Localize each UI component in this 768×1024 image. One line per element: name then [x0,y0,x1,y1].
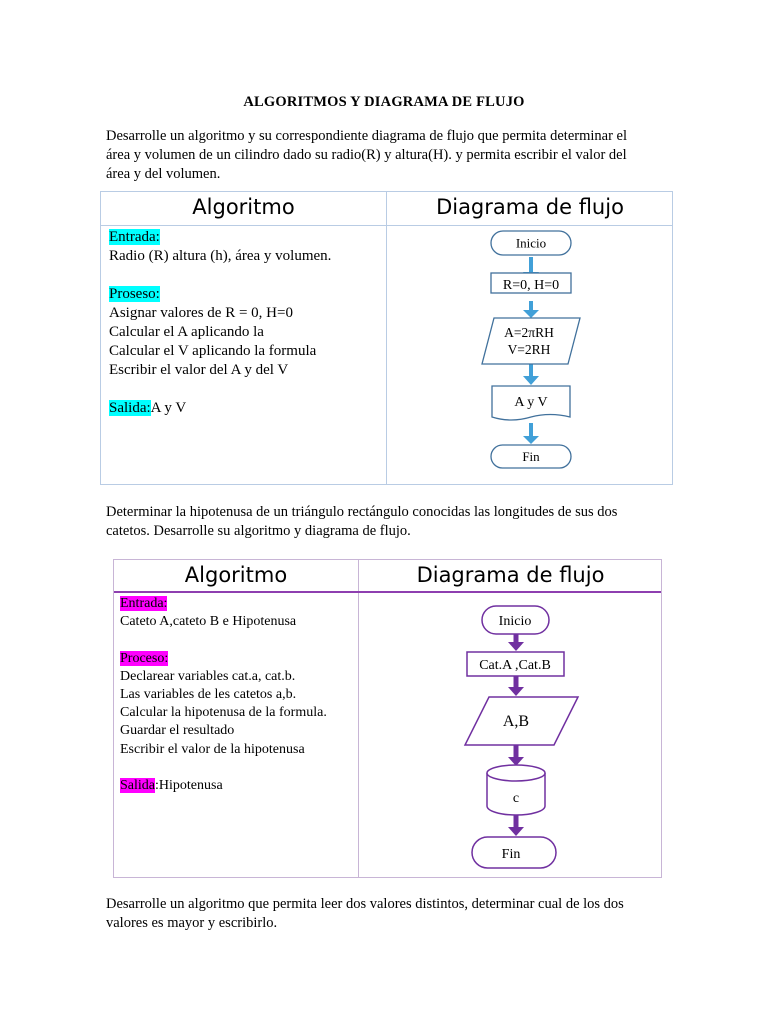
intro-line: catetos. Desarrolle su algoritmo y diagrama de flujo. [106,523,411,539]
intro-line: área y del volumen. [106,166,221,182]
intro-line: Desarrolle un algoritmo y su correspondiente diagrama de flujo que permita determinar el [106,128,628,144]
proceso-line: Calcular el A aplicando la [109,324,264,340]
algorithm-table-1 [100,191,673,485]
proceso-label: Proseso: [109,286,160,302]
page-title: ALGORITMOS Y DIAGRAMA DE FLUJO [243,94,525,110]
salida-label: Salida [120,778,155,793]
salida-text: :Hipotenusa [155,778,223,793]
intro-paragraph-3 [106,895,676,933]
entrada-text: Radio (R) altura (h), área y volumen. [109,248,332,264]
arrow-head [508,827,524,836]
end-label: Fin [522,449,540,464]
flowchart-2 [359,593,662,877]
end-label: Fin [501,847,521,862]
proceso-line: Calcular el V aplicando la formula [109,343,317,359]
calc-line-2: V=2RH [507,342,551,357]
salida-text: A y V [150,400,187,416]
proceso-line: Calcular la hipotenusa de la formula. [120,705,327,721]
data-label: A,B [502,713,530,730]
intro-line: Determinar la hipotenusa de un triángulo rectángulo conocidas las longitudes de sus dos [106,504,618,520]
arrow-head [508,687,524,696]
output-label: A y V [514,395,548,410]
header-algoritmo: Algoritmo [192,195,295,219]
entrada-text: Cateto A,cateto B e Hipotenusa [120,614,297,630]
proceso-line: Declarear variables cat.a, cat.b. [120,668,296,684]
input-label: Cat.A ,Cat.B [479,658,551,673]
intro-paragraph-2 [106,503,676,541]
flowchart-1 [387,226,673,484]
arrow-head [508,642,524,651]
proceso-label: Proceso: [120,650,169,666]
header-diagrama: Diagrama de flujo [416,563,605,587]
intro-line: valores es mayor y escribirlo. [106,915,278,931]
intro-line: Desarrolle un algoritmo que permita leer dos valores distintos, determinar cual de los dos [106,896,624,912]
algorithm-text-2 [120,595,356,795]
arrow-head [523,310,539,318]
start-label: Inicio [498,614,532,629]
proceso-line: Escribir el valor del A y del V [109,362,289,378]
proceso-line: Guardar el resultado [120,723,235,739]
proceso-line: Escribir el valor de la hipotenusa [120,741,305,757]
header-algoritmo: Algoritmo [184,563,288,587]
intro-paragraph-1 [106,127,676,184]
arrow-head [523,376,539,385]
salida-label: Salida: [109,400,151,416]
arrow-head [523,436,539,444]
algorithm-text-1 [109,228,384,418]
proceso-line: Las variables de les catetos a,b. [120,687,297,702]
start-label: Inicio [515,235,547,251]
storage-cylinder-top [487,765,545,781]
proceso-line: Asignar valores de R = 0, H=0 [109,305,293,321]
assign-label: R=0, H=0 [502,278,560,293]
algorithm-table-2 [113,559,662,878]
store-label: c [512,791,520,806]
header-diagrama: Diagrama de flujo [436,195,624,219]
intro-line: área y volumen de un cilindro dado su radio(R) y altura(H). y permita escribir el valor del [106,147,627,163]
entrada-label: Entrada: [120,596,168,611]
entrada-label: Entrada: [109,229,160,245]
calc-line-1: A=2πRH [504,325,554,340]
